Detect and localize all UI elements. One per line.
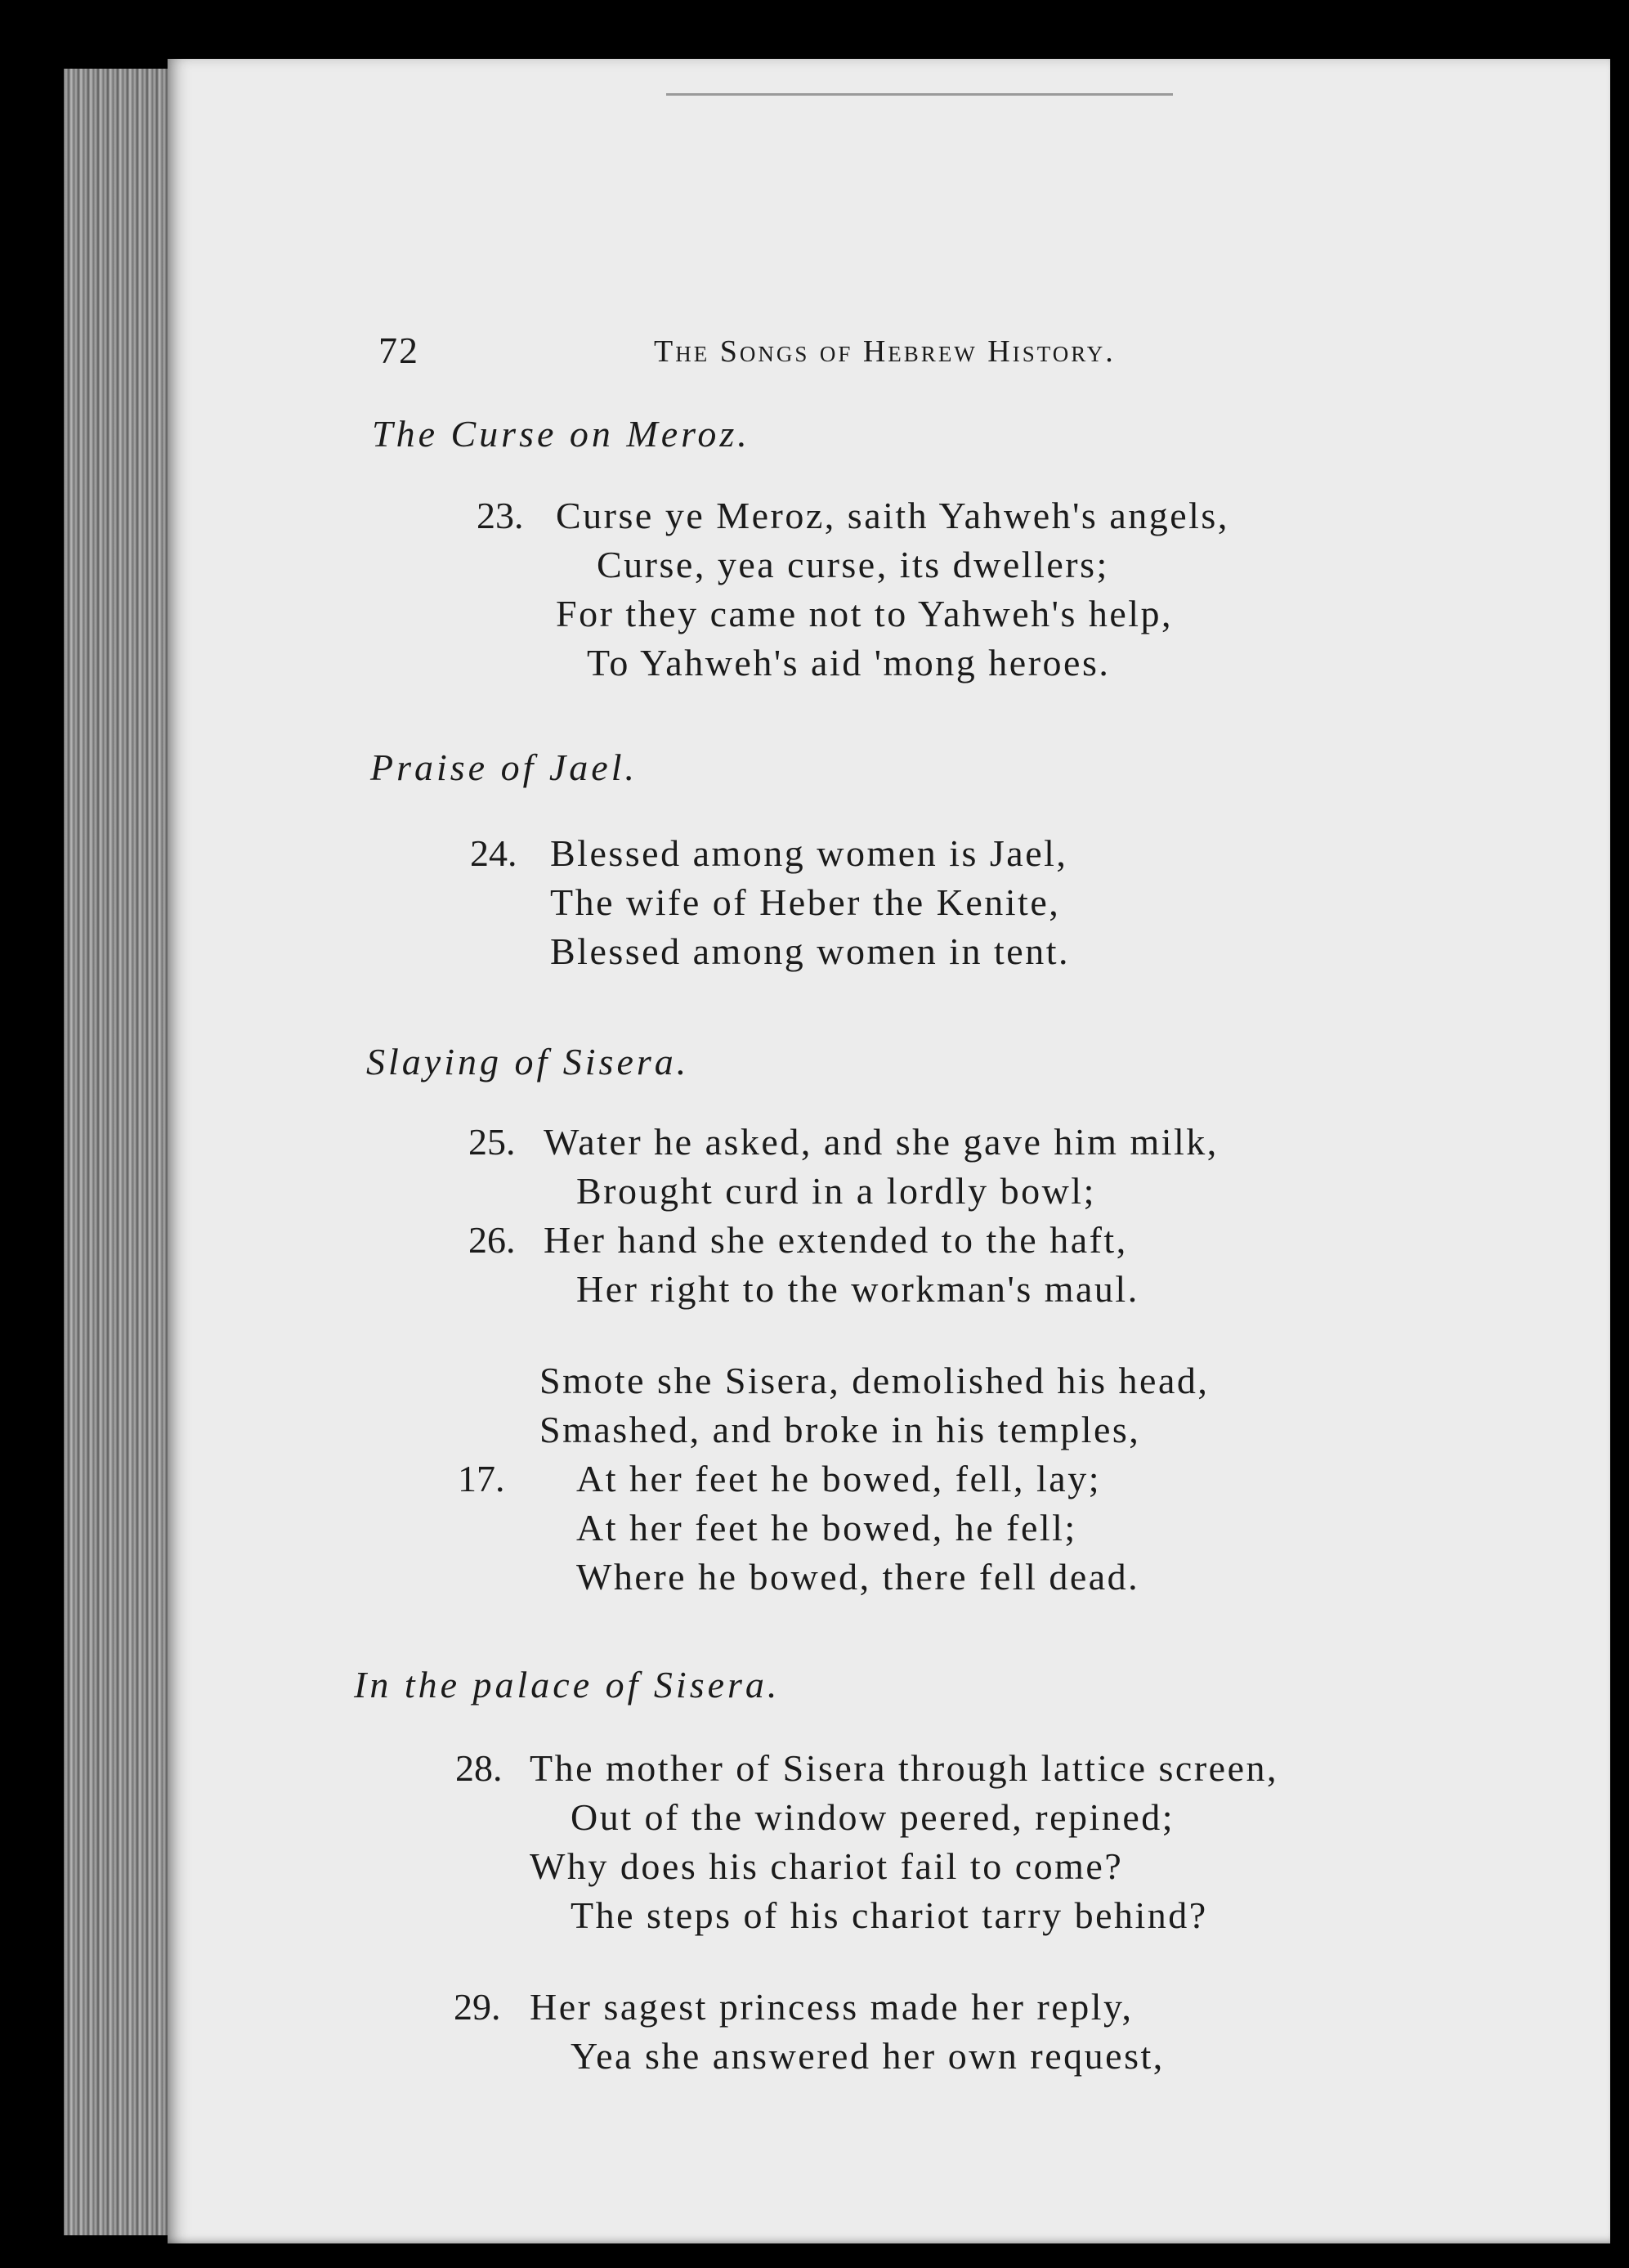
verse-line: Smashed, and broke in his temples, [539,1409,1141,1450]
verse-number: 17. [458,1458,505,1499]
verse-number: 26. [468,1219,516,1261]
verse-line: The mother of Sisera through lattice screen, [530,1747,1278,1789]
verse-number: 28. [455,1747,503,1789]
verse-line: Her right to the workman's maul. [576,1268,1139,1310]
verse-line: Blessed among women is Jael, [550,832,1068,874]
verse-number: 24. [470,832,517,874]
verse-line: Brought curd in a lordly bowl; [576,1170,1096,1212]
section-heading-palace: In the palace of Sisera. [354,1664,781,1705]
running-title: The Songs of Hebrew History. [654,334,1116,369]
verse-number: 23. [477,495,524,536]
top-rule [666,93,1173,96]
verse-line: At her feet he bowed, fell, lay; [576,1458,1101,1499]
verse-line: For they came not to Yahweh's help, [556,593,1174,634]
book-page [168,59,1610,2243]
verse-line: The wife of Heber the Kenite, [550,881,1061,923]
verse-line: The steps of his chariot tarry behind? [571,1894,1208,1936]
verse-line: Curse ye Meroz, saith Yahweh's angels, [556,495,1229,536]
verse-line: Yea she answered her own request, [571,2035,1165,2077]
page-header [168,329,1610,386]
verse-line: Her hand she extended to the haft, [544,1219,1128,1261]
verse-number: 29. [454,1986,501,2028]
verse-line: Blessed among women in tent. [550,930,1070,972]
verse-line: Water he asked, and she gave him milk, [544,1121,1219,1163]
section-heading-meroz: The Curse on Meroz. [372,413,750,455]
verse-line: Where he bowed, there fell dead. [576,1556,1140,1598]
verse-line: At her feet he bowed, he fell; [576,1507,1077,1549]
verse-number: 25. [468,1121,516,1163]
verse-line: Her sagest princess made her reply, [530,1986,1134,2028]
verse-line: Curse, yea curse, its dwellers; [597,544,1109,585]
verse-line: Why does his chariot fail to come? [530,1845,1124,1887]
verse-line: Smote she Sisera, demolished his head, [539,1360,1210,1401]
verse-line: To Yahweh's aid 'mong heroes. [587,642,1111,684]
verse-line: Out of the window peered, repined; [571,1796,1175,1838]
page-number: 72 [378,329,419,371]
section-heading-jael: Praise of Jael. [370,746,638,788]
section-heading-sisera: Slaying of Sisera. [366,1041,690,1082]
